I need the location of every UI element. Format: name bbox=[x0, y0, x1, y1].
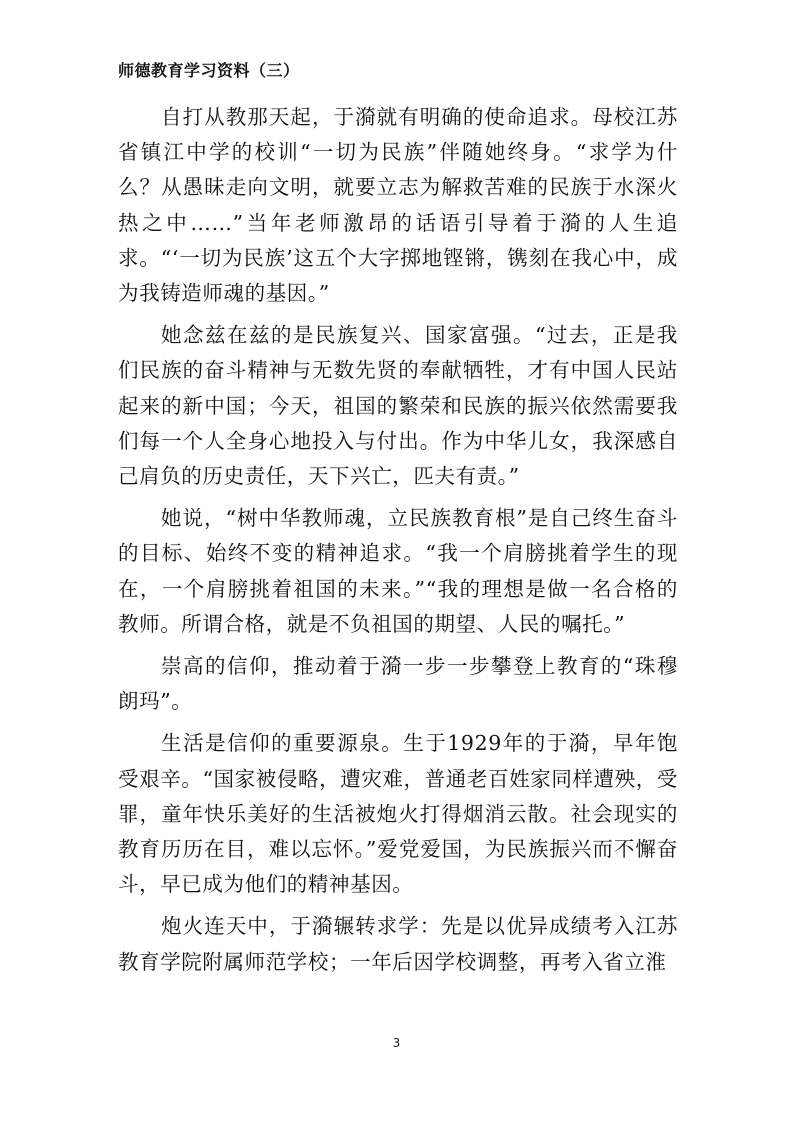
document-body bbox=[118, 100, 678, 980]
paragraph-life-source: 生活是信仰的重要源泉。生于1929年的于漪，早年饱受艰辛。“国家被侵略，遭灾难，普通老百姓家同样遭殃，受罪，童年快乐美好的生活被炮火打得烟消云散。社会现实的教育历历在目，难以忘怀。”爱党爱国，为民族振兴而不懈奋斗，早已成为他们的精神基因。 bbox=[118, 731, 678, 897]
paragraph-mission: 自打从教那天起，于漪就有明确的使命追求。母校江苏省镇江中学的校训“一切为民族”伴随她终身。“求学为什么？从愚昧走向文明，就要立志为解救苦难的民族于水深火热之中……”当年老师激昂的话语引导着于漪的人生追求。“‘一切为民族’这五个大字掷地铿锵，镌刻在我心中，成为我铸造师魂的基因。” bbox=[118, 105, 678, 306]
page-number: 3 bbox=[392, 1036, 401, 1050]
paragraph-study-journey: 炮火连天中，于漪辗转求学：先是以优异成绩考入江苏教育学院附属师范学校；一年后因学校调整，再考入省立淮 bbox=[118, 914, 678, 974]
document-header-title: 师德教育学习资料（三） bbox=[118, 61, 300, 80]
paragraph-national-rejuvenation: 她念兹在兹的是民族复兴、国家富强。“过去，正是我们民族的奋斗精神与无数先贤的奉献牺牲，才有中国人民站起来的新中国；今天，祖国的繁荣和民族的振兴依然需要我们每一个人全身心地投入与付出。作为中华儿女，我深感自己肩负的历史责任，天下兴亡，匹夫有责。” bbox=[118, 323, 678, 489]
paragraph-faith: 崇高的信仰，推动着于漪一步一步攀登上教育的“珠穆朗玛”。 bbox=[118, 654, 678, 714]
paragraph-teacher-soul: 她说，“树中华教师魂，立民族教育根”是自己终生奋斗的目标、始终不变的精神追求。“我一个肩膀挑着学生的现在，一个肩膀挑着祖国的未来。”“我的理想是做一名合格的教师。所谓合格，就是不负祖国的期望、人民的嘱托。” bbox=[118, 506, 678, 636]
